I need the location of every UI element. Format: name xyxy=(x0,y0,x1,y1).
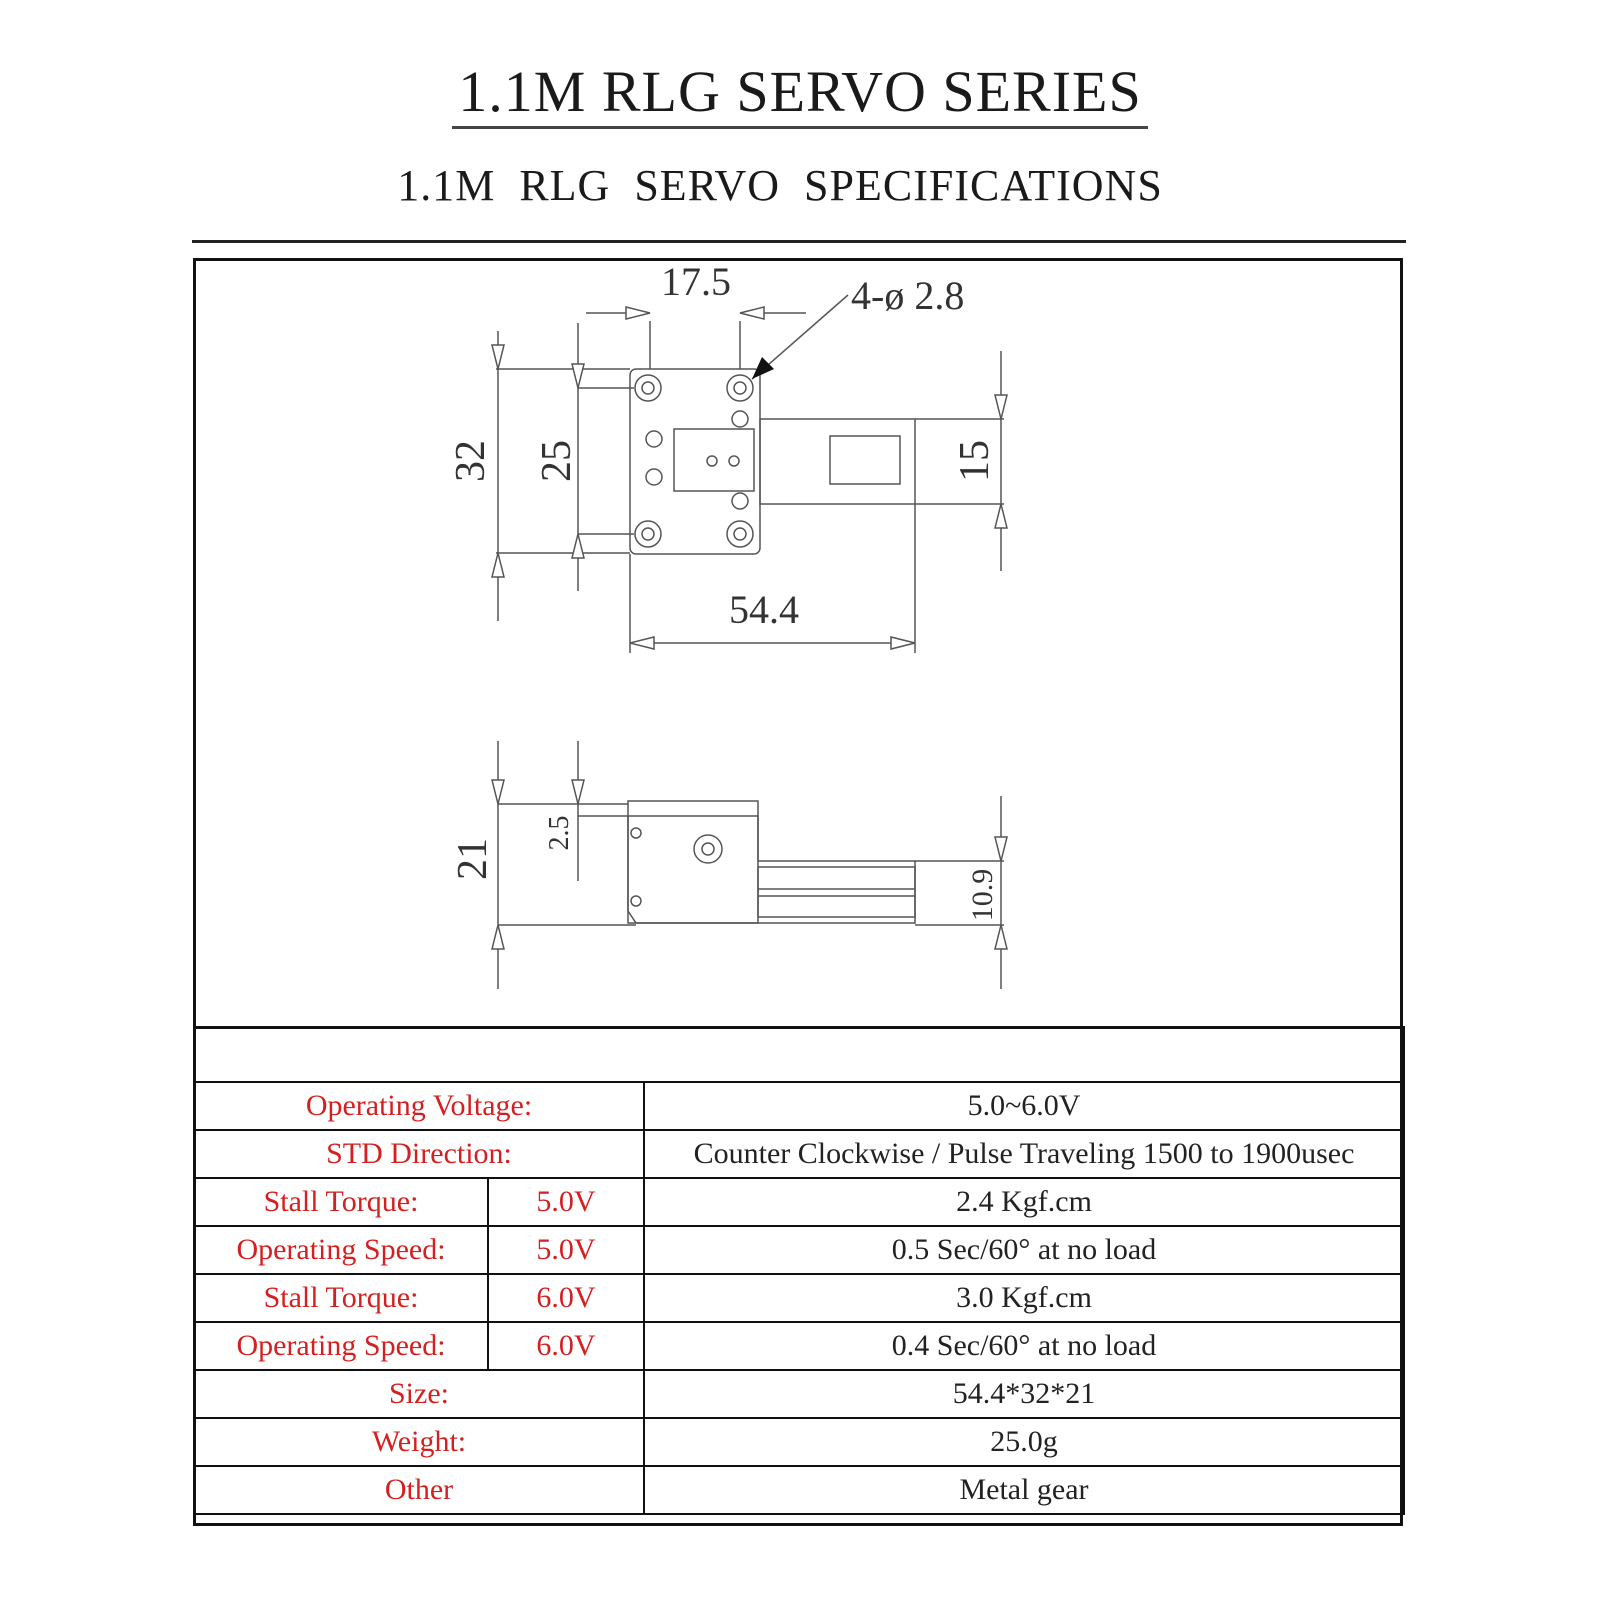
spec-value: 0.5 Sec/60° at no load xyxy=(644,1226,1404,1274)
dim-54-4: 54.4 xyxy=(729,587,799,632)
spec-value: Counter Clockwise / Pulse Traveling 1500 to 1900usec xyxy=(644,1130,1404,1178)
document-title-wrap xyxy=(0,58,1600,125)
table-row xyxy=(194,1082,1404,1130)
spec-value: 3.0 Kgf.cm xyxy=(644,1274,1404,1322)
dim-hole-callout: 4-ø 2.8 xyxy=(851,273,965,318)
spec-label: Operating Speed: xyxy=(194,1226,488,1274)
spec-blank-row xyxy=(194,1028,1404,1083)
table-row xyxy=(194,1322,1404,1370)
header-rule xyxy=(192,240,1406,243)
spec-value: 0.4 Sec/60° at no load xyxy=(644,1322,1404,1370)
spec-label: Weight: xyxy=(194,1418,644,1466)
spec-table xyxy=(193,1026,1405,1515)
spec-value: Metal gear xyxy=(644,1466,1404,1514)
spec-label: Stall Torque: xyxy=(194,1178,488,1226)
technical-drawing-svg xyxy=(196,261,1400,1026)
table-row xyxy=(194,1274,1404,1322)
dim-15: 15 xyxy=(952,440,998,482)
spec-voltage: 6.0V xyxy=(488,1322,644,1370)
table-row xyxy=(194,1178,1404,1226)
dim-2-5: 2.5 xyxy=(544,815,575,851)
side-view xyxy=(498,741,1004,989)
dim-21: 21 xyxy=(450,838,496,880)
table-row xyxy=(194,1466,1404,1514)
spec-label: Operating Speed: xyxy=(194,1322,488,1370)
document-title: 1.1M RLG SERVO SERIES xyxy=(452,59,1147,129)
table-row xyxy=(194,1130,1404,1178)
document-subtitle: 1.1M RLG SERVO SPECIFICATIONS xyxy=(397,161,1163,210)
spec-label: Size: xyxy=(194,1370,644,1418)
dim-17-5: 17.5 xyxy=(661,261,731,304)
table-row xyxy=(194,1226,1404,1274)
spec-label: STD Direction: xyxy=(194,1130,644,1178)
dim-32: 32 xyxy=(448,440,494,482)
technical-drawing xyxy=(196,261,1400,1026)
spec-value: 5.0~6.0V xyxy=(644,1082,1404,1130)
dim-10-9: 10.9 xyxy=(966,868,999,922)
table-row xyxy=(194,1418,1404,1466)
spec-value: 2.4 Kgf.cm xyxy=(644,1178,1404,1226)
spec-voltage: 5.0V xyxy=(488,1178,644,1226)
dim-25: 25 xyxy=(534,440,580,482)
spec-voltage: 6.0V xyxy=(488,1274,644,1322)
spec-label: Operating Voltage: xyxy=(194,1082,644,1130)
spec-value: 25.0g xyxy=(644,1418,1404,1466)
spec-value: 54.4*32*21 xyxy=(644,1370,1404,1418)
hole-callout-arrow xyxy=(752,357,774,379)
spec-label: Stall Torque: xyxy=(194,1274,488,1322)
table-row xyxy=(194,1370,1404,1418)
spec-voltage: 5.0V xyxy=(488,1226,644,1274)
spec-label: Other xyxy=(194,1466,644,1514)
